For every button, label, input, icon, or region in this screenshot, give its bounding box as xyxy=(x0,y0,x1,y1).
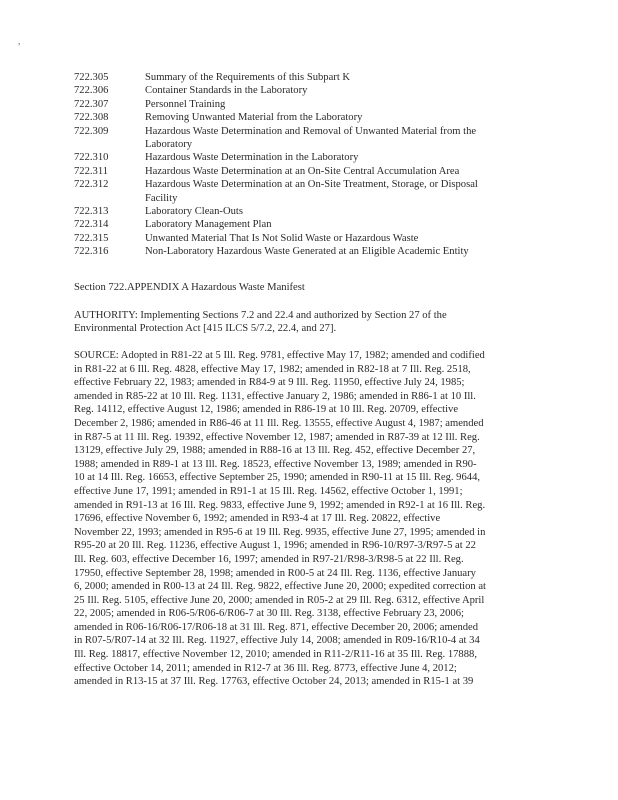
authority-line: Environmental Protection Act [415 ILCS 5/7.2, 22.4, and 27]. xyxy=(74,323,337,335)
section-row xyxy=(74,151,544,164)
section-title: Removing Unwanted Material from the Laboratory xyxy=(145,112,363,124)
section-row xyxy=(74,218,544,231)
section-title: Facility xyxy=(145,192,178,204)
source-line: in R07-5/R07-14 at 32 Ill. Reg. 11927, effective July 14, 2008; amended in R09-16/R10-4 at 34 xyxy=(74,635,480,647)
authority-line: AUTHORITY: Implementing Sections 7.2 and 22.4 and authorized by Section 27 of the xyxy=(74,310,447,321)
source-line: 17696, effective November 6, 1992; amended in R93-4 at 17 Ill. Reg. 20822, effective xyxy=(74,513,441,525)
section-list xyxy=(74,71,544,259)
source-line: 22, 2005; amended in R06-5/R06-6/R06-7 at 30 Ill. Reg. 3138, effective February 23, 2006; xyxy=(74,608,464,620)
source-line: R95-20 at 20 Ill. Reg. 11236, effective August 1, 1996; amended in R96-10/R97-3/R97-5 at 22 xyxy=(74,540,476,552)
source-line: Ill. Reg. 18817, effective November 12, 2010; amended in R11-2/R11-16 at 35 Ill. Reg. 17888, xyxy=(74,649,477,661)
section-title: Container Standards in the Laboratory xyxy=(145,85,308,97)
source-line: 6, 2000; amended in R00-13 at 24 Ill. Reg. 9822, effective June 20, 2000; expedited correction at xyxy=(74,581,486,593)
section-title: Hazardous Waste Determination at an On-Site Central Accumulation Area xyxy=(145,165,460,177)
section-number: 722.315 xyxy=(74,232,109,244)
section-row xyxy=(74,165,544,178)
section-number: 722.307 xyxy=(74,98,109,110)
source-line: in R87-5 at 11 Ill. Reg. 19392, effective November 12, 1987; amended in R87-39 at 12 Ill. Reg. xyxy=(74,431,480,443)
section-number xyxy=(74,192,145,205)
section-title: Hazardous Waste Determination in the Laboratory xyxy=(145,152,359,164)
section-row xyxy=(74,245,544,258)
section-number: 722.311 xyxy=(74,165,109,177)
section-row xyxy=(74,192,544,205)
section-row xyxy=(74,205,544,218)
section-row xyxy=(74,111,544,124)
section-number: 722.310 xyxy=(74,152,109,164)
source-line: effective February 22, 1983; amended in R84-9 at 9 Ill. Reg. 11950, effective July 24, 1985; xyxy=(74,377,465,389)
section-row xyxy=(74,98,544,111)
source-line: 13129, effective July 29, 1988; amended in R88-16 at 13 Ill. Reg. 452, effective December 27, xyxy=(74,445,476,457)
source-line: November 22, 1993; amended in R95-6 at 19 Ill. Reg. 9935, effective June 27, 1995; amended in xyxy=(74,526,486,538)
section-title: Laboratory Management Plan xyxy=(145,219,272,231)
section-title: Hazardous Waste Determination at an On-Site Treatment, Storage, or Disposal xyxy=(145,179,478,191)
source-line: effective October 14, 2011; amended in R12-7 at 36 Ill. Reg. 8773, effective June 4, 2012; xyxy=(74,662,457,674)
section-row xyxy=(74,178,544,191)
appendix-heading: Section 722.APPENDIX A Hazardous Waste Manifest xyxy=(74,282,305,293)
section-number: 722.316 xyxy=(74,246,109,258)
section-title: Personnel Training xyxy=(145,98,226,110)
section-row xyxy=(74,125,544,138)
source-line: 25 Ill. Reg. 5105, effective June 20, 2000; amended in R05-2 at 29 Ill. Reg. 6312, effective April xyxy=(74,594,485,606)
section-number: 722.314 xyxy=(74,219,109,231)
source-line: amended in R85-22 at 10 Ill. Reg. 1131, effective January 2, 1986; amended in R86-1 at 10 Ill. xyxy=(74,390,476,402)
section-title: Summary of the Requirements of this Subpart K xyxy=(145,72,351,83)
source-line: Reg. 14112, effective August 12, 1986; amended in R86-19 at 10 Ill. Reg. 20709, effective xyxy=(74,404,459,416)
section-title: Laboratory Clean-Outs xyxy=(145,206,243,218)
source-line: SOURCE: Adopted in R81-22 at 5 Ill. Reg. 9781, effective May 17, 1982; amended and codified xyxy=(74,350,485,361)
section-row xyxy=(74,138,544,151)
source-line: 10 at 14 Ill. Reg. 16653, effective September 25, 1990; amended in R90-11 at 15 Ill. Reg. 9644, xyxy=(74,472,481,484)
section-number: 722.313 xyxy=(74,206,109,218)
authority-paragraph xyxy=(74,309,544,336)
section-title: Laboratory xyxy=(145,139,193,151)
source-line: in R81-22 at 6 Ill. Reg. 4828, effective May 17, 1982; amended in R82-18 at 7 Ill. Reg. 2518, xyxy=(74,363,471,375)
source-line: effective June 17, 1991; amended in R91-1 at 15 Ill. Reg. 14562, effective October 1, 1991; xyxy=(74,485,463,497)
source-line: Ill. Reg. 603, effective December 16, 1997; amended in R97-21/R98-3/R98-5 at 22 Ill. Reg. xyxy=(74,553,464,565)
page-mark: , xyxy=(18,36,21,46)
section-title: Non-Laboratory Hazardous Waste Generated at an Eligible Academic Entity xyxy=(145,246,469,258)
source-line: amended in R91-13 at 16 Ill. Reg. 9833, effective June 9, 1992; amended in R92-1 at 16 Ill. Reg. xyxy=(74,499,486,511)
section-number xyxy=(74,138,145,151)
source-line: 17950, effective September 28, 1998; amended in R00-5 at 24 Ill. Reg. 1136, effective January xyxy=(74,567,476,579)
section-number: 722.308 xyxy=(74,112,109,124)
section-number: 722.312 xyxy=(74,179,109,191)
section-number: 722.309 xyxy=(74,125,109,137)
section-title: Unwanted Material That Is Not Solid Waste or Hazardous Waste xyxy=(145,232,419,244)
source-paragraph xyxy=(74,349,548,689)
section-title: Hazardous Waste Determination and Removal of Unwanted Material from the xyxy=(145,125,477,137)
source-line: amended in R06-16/R06-17/R06-18 at 31 Ill. Reg. 871, effective December 20, 2006; amended xyxy=(74,621,479,633)
source-line: December 2, 1986; amended in R86-46 at 11 Ill. Reg. 13555, effective August 4, 1987; amended xyxy=(74,417,484,429)
source-line: 1988; amended in R89-1 at 13 Ill. Reg. 18523, effective November 13, 1989; amended in R90- xyxy=(74,458,477,470)
section-number: 722.305 xyxy=(74,72,109,83)
section-row xyxy=(74,71,544,84)
section-row xyxy=(74,84,544,97)
source-line: amended in R13-15 at 37 Ill. Reg. 17763, effective October 24, 2013; amended in R15-1 at 39 xyxy=(74,676,474,688)
section-row xyxy=(74,232,544,245)
section-number: 722.306 xyxy=(74,85,109,97)
